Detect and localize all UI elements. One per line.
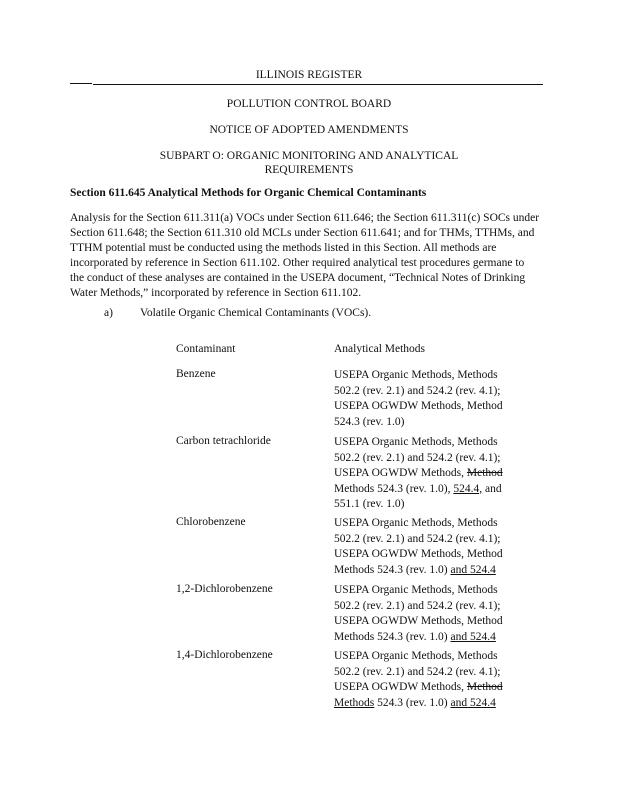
methods-line (334, 482, 534, 498)
methods-text: USEPA OGWDW Methods, (334, 467, 465, 479)
methods-line: USEPA OGWDW Methods, Method (334, 400, 503, 412)
intro-paragraph: Analysis for the Section 611.311(a) VOCs under Section 611.646; the Section 611.311(c) SOCs under Section 611.648; the Section 611.310 old MCLs under Section 611.641; and for THMs, TTHMs, and TTHM potential must be conducted using the methods listed in this Section. All methods are incorporated by reference in Section 611.102. Other required analytical test procedures germane to the conduct of these analyses are contained in the USEPA document, “Technical Notes of Drinking Water Methods,” incorporated by reference in Section 611.102. (70, 212, 540, 299)
methods-line: USEPA Organic Methods, Methods (334, 584, 498, 596)
board-name: POLLUTION CONTROL BOARD (226, 98, 392, 110)
subpart-line-2: REQUIREMENTS (264, 164, 354, 176)
methods-line (334, 630, 534, 646)
methods-text: 524.3 (rev. 1.0) (377, 696, 448, 709)
methods-line (334, 563, 534, 579)
methods-line: USEPA OGWDW Methods, Method (334, 548, 503, 560)
notice-title: NOTICE OF ADOPTED AMENDMENTS (209, 124, 409, 136)
methods-cell (334, 435, 534, 513)
contaminant-name: 1,4-Dichlorobenzene (176, 649, 273, 661)
methods-cell (334, 649, 534, 711)
methods-line (334, 466, 534, 482)
methods-line: USEPA Organic Methods, Methods (334, 369, 498, 381)
contaminant-name: Chlorobenzene (176, 516, 246, 528)
methods-line: USEPA Organic Methods, Methods (334, 650, 498, 662)
contaminant-name: 1,2-Dichlorobenzene (176, 583, 273, 595)
methods-line: 502.2 (rev. 2.1) and 524.2 (rev. 4.1); (334, 532, 501, 545)
subsection-label: a) (104, 307, 113, 319)
inserted-text: and 524.4 (450, 630, 496, 643)
contaminant-name: Benzene (176, 368, 216, 380)
inserted-text: and 524.4 (450, 563, 496, 576)
methods-line: USEPA Organic Methods, Methods (334, 436, 498, 448)
inserted-text: and 524.4 (450, 696, 496, 709)
methods-line: 524.3 (rev. 1.0) (334, 415, 405, 428)
inserted-text: 524.4, (453, 482, 483, 495)
register-title: ILLINOIS REGISTER (255, 69, 363, 81)
methods-text: and (484, 482, 502, 495)
contaminant-name: Carbon tetrachloride (176, 435, 271, 447)
methods-line: 502.2 (rev. 2.1) and 524.2 (rev. 4.1); (334, 665, 501, 678)
methods-line: 551.1 (rev. 1.0) (334, 498, 405, 510)
methods-text: Methods 524.3 (rev. 1.0), (334, 482, 451, 495)
column-header-methods: Analytical Methods (334, 343, 426, 355)
methods-line (334, 680, 534, 696)
methods-line: 502.2 (rev. 2.1) and 524.2 (rev. 4.1); (334, 599, 501, 612)
methods-text: Methods 524.3 (rev. 1.0) (334, 630, 448, 643)
methods-line: 502.2 (rev. 2.1) and 524.2 (rev. 4.1); (334, 384, 501, 397)
header-rule (93, 84, 543, 85)
column-header-contaminant: Contaminant (176, 343, 236, 355)
deleted-text: Method (466, 467, 503, 479)
methods-cell (334, 583, 534, 645)
methods-line (334, 696, 534, 712)
methods-text: USEPA OGWDW Methods, (334, 681, 465, 693)
inserted-text: Methods (334, 696, 375, 709)
methods-cell (334, 516, 534, 578)
methods-text: Methods 524.3 (rev. 1.0) (334, 563, 448, 576)
methods-line: 502.2 (rev. 2.1) and 524.2 (rev. 4.1); (334, 451, 501, 464)
deleted-text: Method (466, 681, 503, 693)
subpart-line-1: SUBPART O: ORGANIC MONITORING AND ANALYTICAL (159, 150, 459, 162)
methods-line: USEPA OGWDW Methods, Method (334, 615, 503, 627)
section-title: Section 611.645 Analytical Methods for Organic Chemical Contaminants (70, 187, 427, 199)
subsection-title: Volatile Organic Chemical Contaminants (VOCs). (140, 307, 372, 319)
header-rule-left (70, 83, 92, 84)
methods-line: USEPA Organic Methods, Methods (334, 517, 498, 529)
methods-cell (334, 368, 534, 430)
